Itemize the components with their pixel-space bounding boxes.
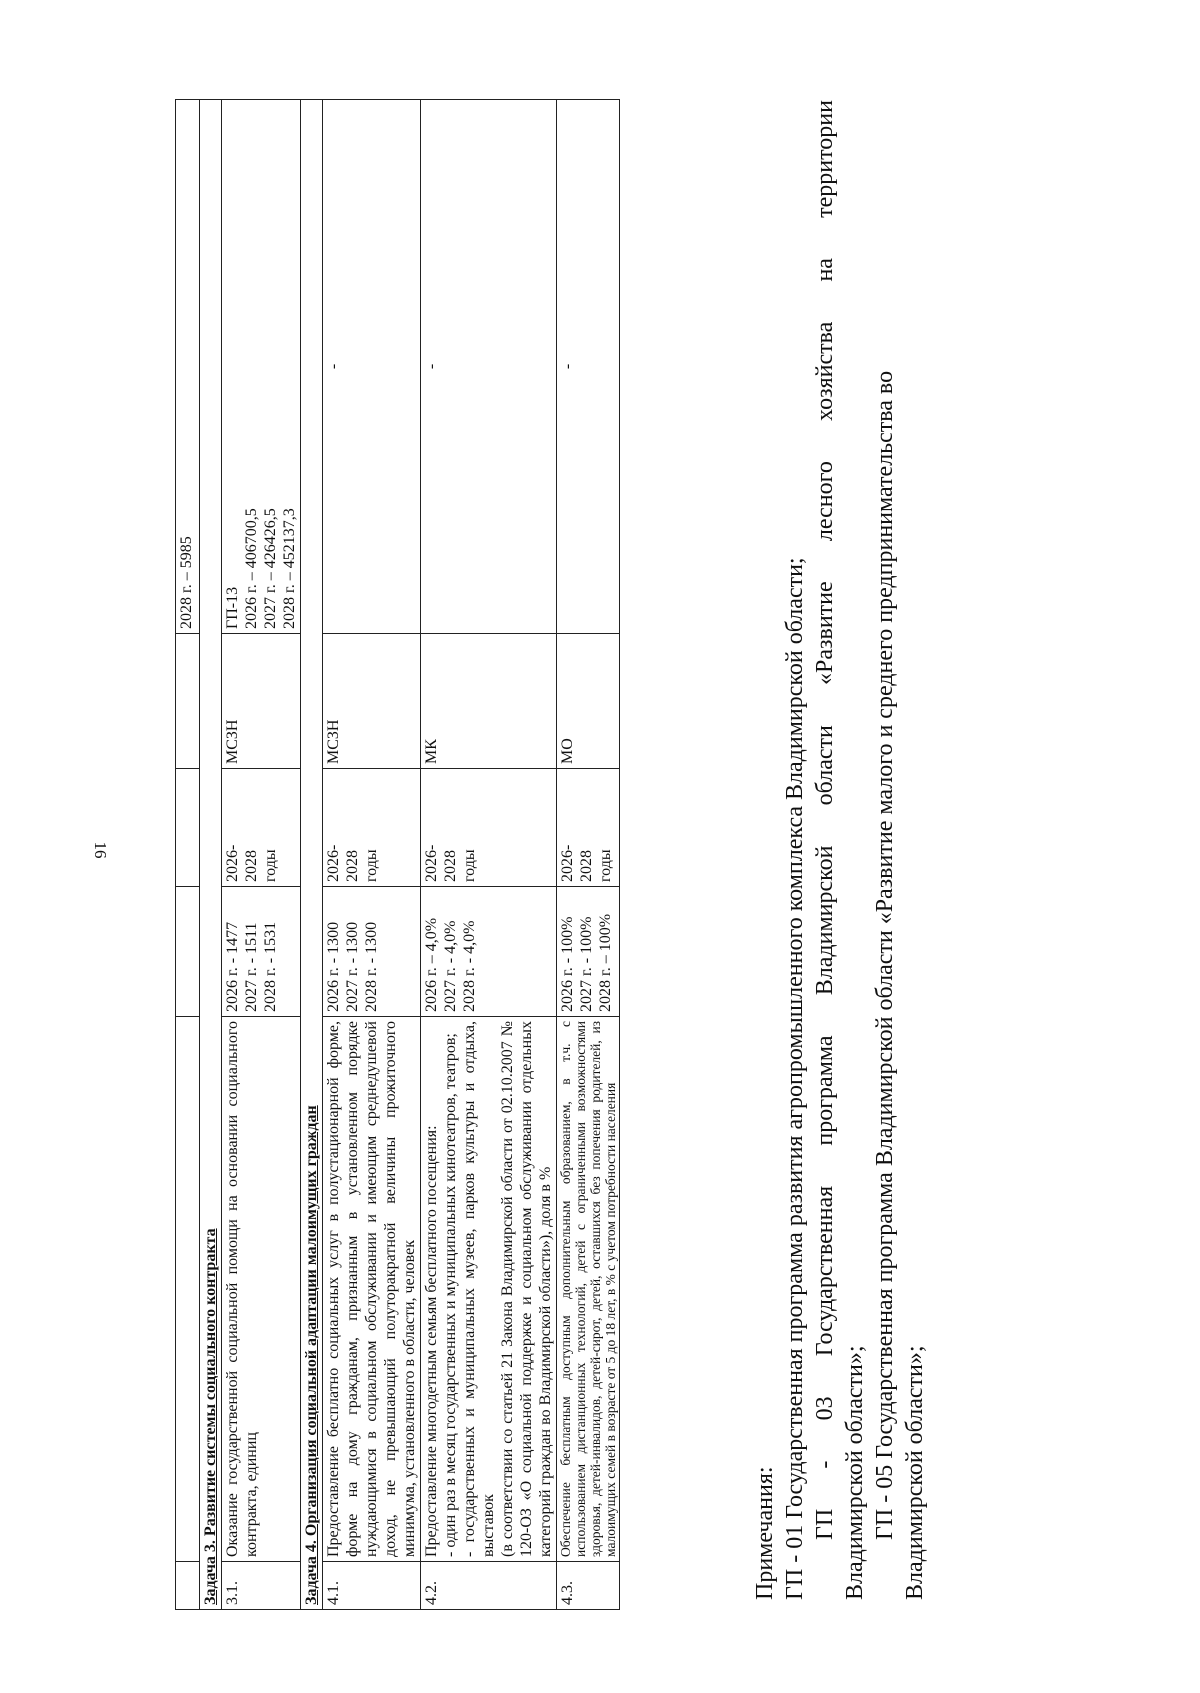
task-title: Задача 4. Организация социальной адаптации малоимущих граждан: [301, 100, 323, 1610]
note-item: ГП - 05 Государственная программа Владимирской области «Развитие малого и среднего предпринимательства во: [872, 370, 898, 1540]
table-row-4-3: [557, 100, 620, 1610]
row-values: 2026 г. - 100% 2027 г. - 100% 2028 г. – 100%: [557, 887, 620, 1017]
row-values: 2026 г. – 4,0% 2027 г. - 4,0% 2028 г. - 4,0%: [421, 887, 557, 1017]
task-header-3: [200, 100, 222, 1610]
row-responsible: МСЗН: [222, 634, 301, 769]
task-title: Задача 3. Развитие системы социального контракта: [200, 100, 222, 1610]
landscape-content: [175, 70, 1100, 1640]
row-period: 2026- 2028 годы: [557, 769, 620, 887]
row-values: 2026 г. - 1300 2027 г. - 1300 2028 г. - 1300: [323, 887, 421, 1017]
notes-heading: Примечания:: [752, 1466, 778, 1600]
row-description: Предоставление многодетным семьям бесплатного посещения: - один раз в месяц государственных и муниципальных кинотеатров, театров; - государственных и муниципальных музеев, парков культуры и отдыха, выставок (в соответствии со статьей 21 Закона Владимирской области от 02.10.2007 № 120-ОЗ «О социальной поддержке и социальном обслуживании отдельных категорий граждан во Владимирской области»), доля в %: [421, 1017, 557, 1562]
row-description: Оказание государственной социальной помощи на основании социального контракта, единиц: [222, 1017, 301, 1562]
note-item: Владимирской области»;: [902, 1345, 928, 1600]
row-funding: -: [421, 100, 557, 634]
row-funding: -: [557, 100, 620, 634]
note-item: ГП - 01 Государственная программа развития агропромышленного комплекса Владимирской области;: [782, 557, 808, 1600]
note-item: Владимирской области»;: [842, 1345, 868, 1600]
row-number: 4.1.: [323, 1562, 421, 1610]
row-description: Предоставление бесплатно социальных услуг в полустационарной форме, форме на дому гражданам, признанным в установленном порядке нуждающимися в социальном обслуживании и имеющим среднедушевой доход, не превышающий полуторакратной величины прожиточного минимума, установленного в области, человек: [323, 1017, 421, 1562]
row-period: 2026- 2028 годы: [222, 769, 301, 887]
table-row-4-1: [323, 100, 421, 1610]
row-period: 2026- 2028 годы: [421, 769, 557, 887]
program-measures-table: [175, 99, 620, 1610]
notes-section: [750, 100, 930, 1600]
row-responsible: МО: [557, 634, 620, 769]
table-row-top: [176, 100, 200, 1610]
row-number: 4.2.: [421, 1562, 557, 1610]
row-number: 4.3.: [557, 1562, 620, 1610]
row-period: 2026- 2028 годы: [323, 769, 421, 887]
row-responsible: МСЗН: [323, 634, 421, 769]
page-number: 16: [91, 841, 110, 859]
top-row-value: 2028 г. – 5985: [176, 100, 200, 634]
table-row-4-2: [421, 100, 557, 1610]
row-description: Обеспечение бесплатным доступным дополнительным образованием, в т.ч. с использованием дистанционных технологий, детей с ограниченными возможностями здоровья, детей-инвалидов, детей-сирот, детей, оставшихся без попечения родителей, из малоимущих семей в возрасте от 5 до 18 лет, в % с учетом потребности населения: [557, 1017, 620, 1562]
row-number: 3.1.: [222, 1562, 301, 1610]
task-header-4: [301, 100, 323, 1610]
row-values: 2026 г. - 1477 2027 г. - 1511 2028 г. - 1531: [222, 887, 301, 1017]
row-funding: ГП-13 2026 г. – 406700,5 2027 г. – 426426,5 2028 г. – 452137,3: [222, 100, 301, 634]
row-funding: -: [323, 100, 421, 634]
row-responsible: МК: [421, 634, 557, 769]
note-item: ГП - 03 Государственная программа Владимирской области «Развитие лесного хозяйства на территории: [812, 100, 838, 1540]
rotated-page-content: [175, 70, 1100, 1640]
table-row-3-1: [222, 100, 301, 1610]
